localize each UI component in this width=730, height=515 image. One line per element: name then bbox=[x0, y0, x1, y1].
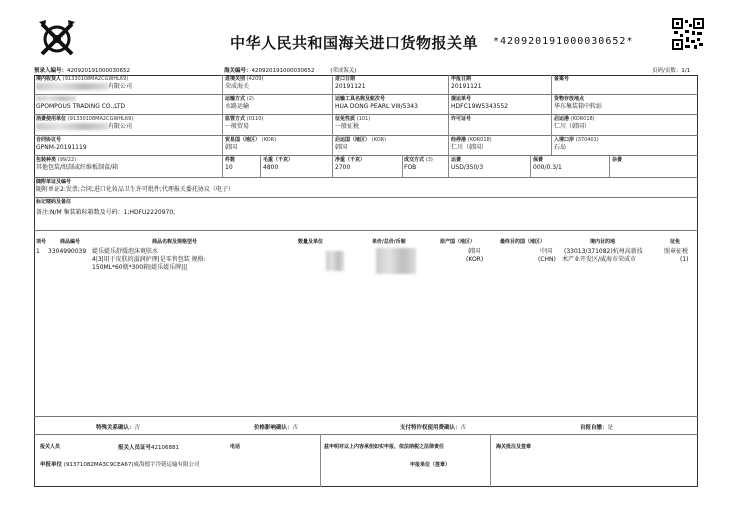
contract-cell: 合同协议号 GPNM-20191119 bbox=[36, 137, 87, 151]
origin-country-code: (KOR) bbox=[466, 256, 484, 263]
entry-port-cell: 进境关别 (4209) 荣成海关 bbox=[225, 76, 264, 90]
self-pay-confirm: 自报自缴：是 bbox=[580, 425, 614, 431]
col-origin: 原产国（地区） bbox=[440, 239, 476, 245]
col-price: 单价/总价/币制 bbox=[372, 239, 406, 245]
pieces-cell: 件数 10 bbox=[225, 157, 236, 171]
declarant-label: 报关人员 bbox=[40, 444, 61, 450]
item-no: 1 bbox=[36, 248, 40, 255]
col-goods-name: 商品名称及规格型号 bbox=[152, 239, 198, 245]
entry-border-cell: 入境口岸 (370401) 石岛 bbox=[554, 137, 599, 151]
net-weight-cell: 净重（千克） 2700 bbox=[335, 157, 366, 171]
trade-country-cell: 贸易国（地区） (KOR) 韩国 bbox=[225, 137, 277, 151]
declaring-agency: 申报单位 (91371082MA3C9CEA67)威海德宇冷链运输有限公司 bbox=[40, 462, 200, 468]
origin-country: 韩国 bbox=[468, 248, 481, 255]
page-count: 页码/页数：1/1 bbox=[652, 68, 691, 74]
consumer-unit-cell: 消费使用单位 (91330108MA2CGWHL69) 有限公司 bbox=[36, 116, 134, 130]
bill-of-lading-cell: 提运单号 HDFC19W5343552 bbox=[451, 96, 509, 110]
goods-name-line2: 4|3|用于皮肤的滋润护理|是零售包装 规格: bbox=[92, 256, 206, 263]
qr-code-icon bbox=[672, 18, 704, 50]
final-dest-country-code: (CHN) bbox=[538, 256, 556, 263]
legal-statement: 兹申明对以上内容承担如实申报、依法纳税之法律责任 bbox=[324, 444, 445, 450]
misc-fee-cell: 杂费 bbox=[612, 157, 623, 163]
customs-approval-label: 海关批注及签章 bbox=[496, 444, 532, 450]
record-no-cell: 备案号 bbox=[554, 76, 570, 82]
departure-port-cell: 启运港 (KOR018) 仁川（韩国） bbox=[554, 116, 595, 130]
import-date-cell: 进口日期 20191121 bbox=[335, 76, 366, 90]
vessel-cell: 运输工具名称及航次号 HUA DONG PEARL VIII/5343 bbox=[335, 96, 418, 110]
page-title: 中华人民共和国海关进口货物报关单 bbox=[230, 34, 479, 52]
pre-entry-number: 预录入编号：420920191000030652 bbox=[34, 68, 131, 74]
royalty-confirm: 支付特许权使用费确认：否 bbox=[400, 425, 467, 431]
customs-number: 海关编号：420920191000030652 (荣成海关) bbox=[224, 68, 357, 74]
barcode-text: *420920191000030652* bbox=[493, 36, 634, 47]
departure-country-cell: 启运国（地区） (KOR) 韩国 bbox=[335, 137, 387, 151]
col-item-no: 项号 bbox=[36, 239, 47, 245]
freight-cell: 运费 USD/350/3 bbox=[451, 157, 484, 171]
storage-cell: 货物存放地点 华东集装箱中转站 bbox=[554, 96, 603, 110]
domestic-dest: (33013/371082)杭州高新技 bbox=[564, 248, 643, 255]
col-hs-code: 商品编号 bbox=[60, 239, 81, 245]
col-quantity: 数量及单位 bbox=[298, 239, 324, 245]
domestic-dest-line2: 术产业开发区/威海市荣成市 bbox=[562, 256, 637, 263]
package-type-cell: 包装种类 (99/22) 其他包装/纸制或纤维板制盒/箱 bbox=[36, 157, 119, 171]
declare-date-cell: 申报日期 20191121 bbox=[451, 76, 482, 90]
attached-docs-cell: 随附单证及编号 随附单证2:发票;合同;进口化妆品卫生许可批件;代理报关委托协议（电子） bbox=[36, 179, 234, 193]
col-final-dest: 最终目的国（地区） bbox=[500, 239, 546, 245]
goods-name-line3: 150ML*60瓶*300箱|媞乐媞乐牌||| bbox=[92, 264, 188, 271]
marks-remarks-cell: 标记唛码及备注 备注:N/M 集装箱标箱数及号码：1;HDFU2220970; bbox=[36, 199, 176, 216]
stop-port-cell: 经停港 (KOR018) 仁川（韩国） bbox=[451, 137, 492, 151]
agency-seal-label: 申报单位（签章） bbox=[410, 462, 451, 468]
customs-emblem-icon bbox=[36, 18, 78, 60]
license-cell: 许可证号 bbox=[451, 116, 472, 122]
price-redacted bbox=[376, 248, 416, 274]
col-domestic-dest: 境内目的地 bbox=[590, 239, 616, 245]
gross-weight-cell: 毛重（千克） 4800 bbox=[263, 157, 294, 171]
deal-method-cell: 成交方式 (3) FOB bbox=[404, 157, 433, 171]
price-influence-confirm: 价格影响确认：否 bbox=[254, 425, 299, 431]
tax-nature-cell: 征免性质 (101) 一般征税 bbox=[335, 116, 371, 130]
goods-name-line1: 媞乐媞乐舒缓泡沫爽肤水 bbox=[92, 248, 159, 255]
quantity-redacted bbox=[326, 250, 344, 271]
insurance-cell: 保费 000/0.3/1 bbox=[533, 157, 562, 171]
exemption: 照章征税 bbox=[664, 248, 689, 255]
declarant-cert: 报关人员证号42106881 bbox=[118, 445, 180, 451]
supervision-cell: 监管方式 (0110) 一般贸易 bbox=[225, 116, 264, 130]
final-dest-country: 中国 bbox=[540, 248, 553, 255]
consignee-cell: 境内收货人 (91330108MA2CGWHL69) 有限公司 bbox=[36, 76, 133, 90]
special-relation-confirm: 特殊关系确认：否 bbox=[96, 425, 141, 431]
hs-code: 3304990039 bbox=[48, 248, 87, 255]
phone-label: 电话 bbox=[230, 444, 241, 450]
transport-cell: 运输方式 (2) 水路运输 bbox=[225, 96, 254, 110]
consignor-cell: GPOMPOUS TRADING CO.,LTD bbox=[36, 96, 125, 111]
col-exemption: 征免 bbox=[670, 239, 681, 245]
exemption-code: (1) bbox=[680, 256, 689, 263]
